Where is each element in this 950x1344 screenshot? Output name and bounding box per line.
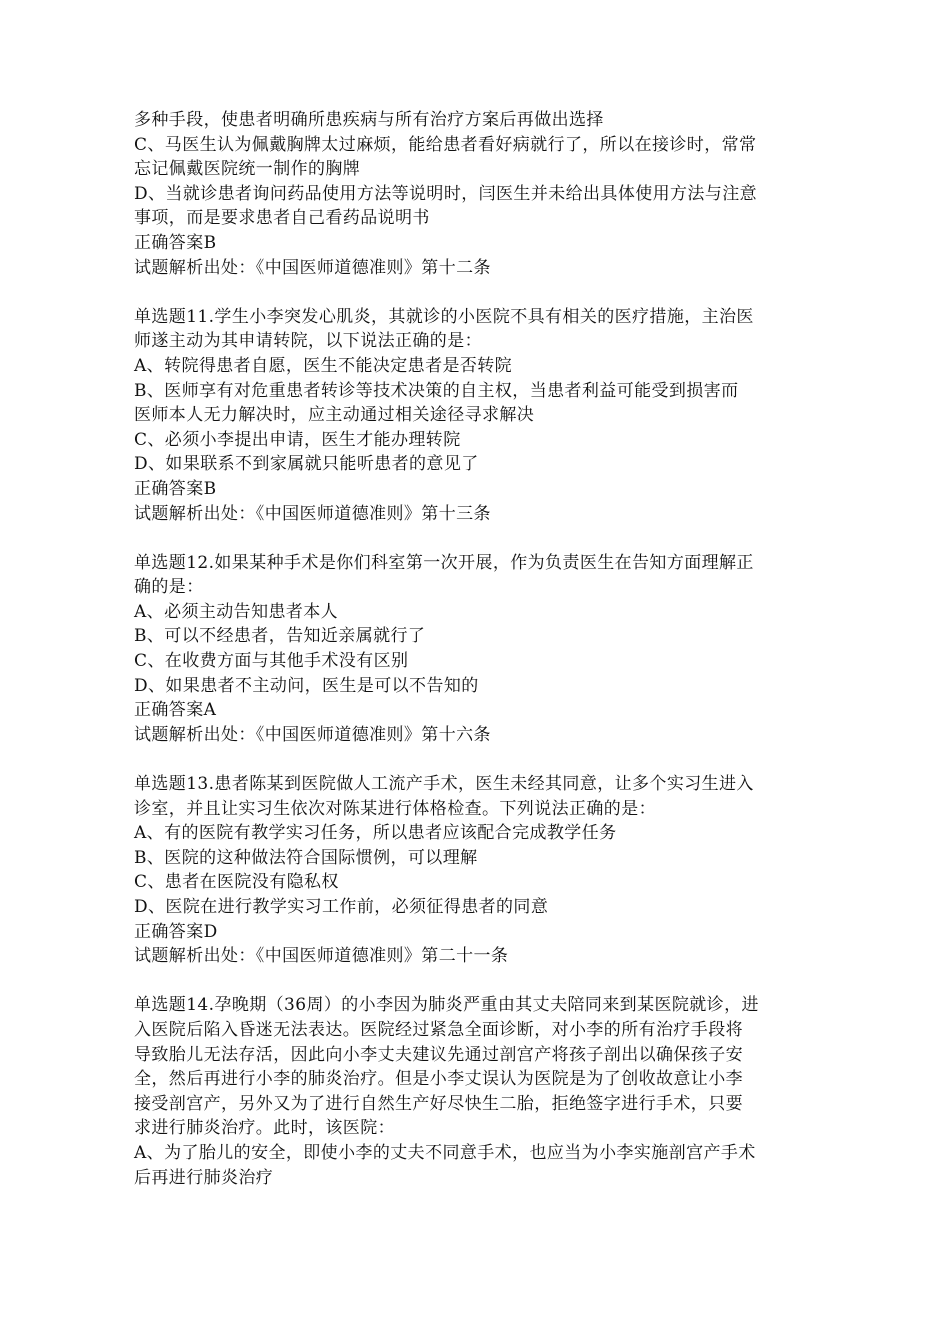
- spacer: [134, 969, 824, 994]
- option-c: C、马医生认为佩戴胸牌太过麻烦，能给患者看好病就行了，所以在接诊时，常常: [134, 134, 757, 155]
- question-stem: 师遂主动为其申请转院，以下说法正确的是：: [134, 331, 482, 352]
- option-c: C、在收费方面与其他手术没有区别: [134, 651, 409, 672]
- question-stem: 单选题11.学生小李突发心肌炎，其就诊的小医院不具有相关的医疗措施，主治医: [134, 306, 754, 327]
- question-11: [134, 305, 824, 526]
- question-stem: 诊室，并且让实习生依次对陈某进行体格检查。下列说法正确的是：: [134, 798, 656, 819]
- option-b: B、医院的这种做法符合国际惯例，可以理解: [134, 847, 478, 868]
- question-stem: 接受剖宫产，另外又为了进行自然生产好尽快生二胎，拒绝签字进行手术，只要: [134, 1093, 743, 1114]
- question-13: [134, 772, 824, 969]
- answer-source: 试题解析出处：《中国医师道德准则》第二十一条: [134, 946, 509, 967]
- text-line: 医师本人无力解决时，应主动通过相关途径寻求解决: [134, 405, 535, 426]
- option-d: D、如果联系不到家属就只能听患者的意见了: [134, 454, 479, 475]
- correct-answer: 正确答案B: [134, 232, 217, 253]
- question-14: [134, 993, 824, 1190]
- text-line: 多种手段，使患者明确所患疾病与所有治疗方案后再做出选择: [134, 110, 604, 130]
- option-a: A、转院得患者自愿，医生不能决定患者是否转院: [134, 355, 513, 376]
- option-a: A、有的医院有教学实习任务，所以患者应该配合完成教学任务: [134, 823, 617, 844]
- spacer: [134, 747, 824, 772]
- spacer: [134, 526, 824, 551]
- document-page: [134, 108, 824, 1190]
- question-stem: 求进行肺炎治疗。此时，该医院：: [134, 1118, 395, 1139]
- text-line: 后再进行肺炎治疗: [134, 1167, 274, 1188]
- option-d: D、当就诊患者询问药品使用方法等说明时，闫医生并未给出具体使用方法与注意: [134, 183, 758, 204]
- option-a: A、必须主动告知患者本人: [134, 601, 339, 622]
- question-stem: 导致胎儿无法存活，因此向小李丈夫建议先通过剖宫产将孩子剖出以确保孩子安: [134, 1044, 743, 1065]
- intro-section: [134, 108, 824, 280]
- answer-source: 试题解析出处：《中国医师道德准则》第十六条: [134, 724, 491, 745]
- spacer: [134, 280, 824, 305]
- correct-answer: 正确答案A: [134, 700, 217, 721]
- question-stem: 全，然后再进行小李的肺炎治疗。但是小李丈误认为医院是为了创收故意让小李: [134, 1069, 743, 1090]
- text-line: 事项，而是要求患者自己看药品说明书: [134, 208, 430, 229]
- option-c: C、必须小李提出申请，医生才能办理转院: [134, 429, 461, 450]
- option-c: C、患者在医院没有隐私权: [134, 872, 339, 893]
- answer-source: 试题解析出处：《中国医师道德准则》第十三条: [134, 503, 491, 524]
- text-line: 忘记佩戴医院统一制作的胸牌: [134, 159, 361, 180]
- option-b: B、医师享有对危重患者转诊等技术决策的自主权，当患者利益可能受到损害而: [134, 380, 739, 401]
- question-stem: 单选题14.孕晚期（36周）的小李因为肺炎严重由其丈夫陪同来到某医院就诊，进: [134, 995, 759, 1016]
- question-stem: 入医院后陷入昏迷无法表达。医院经过紧急全面诊断，对小李的所有治疗手段将: [134, 1019, 743, 1040]
- correct-answer: 正确答案B: [134, 478, 217, 499]
- option-d: D、如果患者不主动问，医生是可以不告知的: [134, 675, 479, 696]
- question-stem: 单选题13.患者陈某到医院做人工流产手术，医生未经其同意，让多个实习生进入: [134, 774, 754, 795]
- question-12: [134, 551, 824, 748]
- question-stem: 确的是：: [134, 577, 204, 598]
- correct-answer: 正确答案D: [134, 921, 218, 942]
- question-stem: 单选题12.如果某种手术是你们科室第一次开展，作为负责医生在告知方面理解正: [134, 552, 754, 573]
- option-b: B、可以不经患者，告知近亲属就行了: [134, 626, 426, 647]
- option-a: A、为了胎儿的安全，即使小李的丈夫不同意手术，也应当为小李实施剖宫产手术: [134, 1142, 756, 1163]
- answer-source: 试题解析出处：《中国医师道德准则》第十二条: [134, 257, 491, 278]
- option-d: D、医院在进行教学实习工作前，必须征得患者的同意: [134, 897, 549, 917]
